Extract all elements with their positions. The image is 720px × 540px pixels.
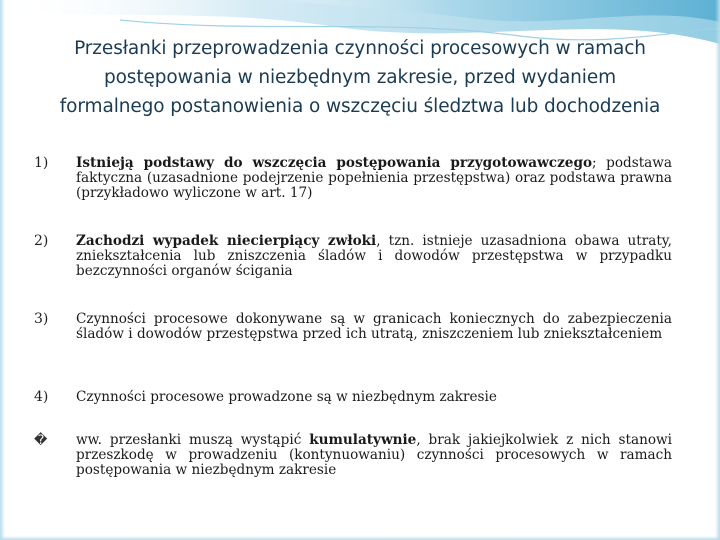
item-text: ; podstawa faktyczna (uzasadnione podejrzenie popełnienia przestępstwa) oraz podstawa prawna (przykładowo wyliczone w art. 17)	[76, 155, 672, 202]
item-text: , tzn. istnieje uzasadniona obawa utraty, zniekształcenia lub zniszczenia śladów i dowodów przestępstwa w przypadku bezczynności organów ścigania	[76, 233, 672, 280]
title-line: formalnego postanowienia o wszczęciu śledztwa lub dochodzenia	[59, 96, 661, 117]
item-text: , brak jakiejkolwiek z nich stanowi przeszkodę w prowadzeniu (kontynuowaniu) czynności procesowych w ramach postępowania w niezbędnym zakresie	[76, 432, 672, 479]
bottom-edge-shade	[0, 536, 720, 540]
item-text: Czynności procesowe dokonywane są w granicach koniecznych do zabezpieczenia śladów i dowodów przestępstwa przed ich utratą, zniszczeniem lub zniekształceniem	[76, 311, 672, 343]
slide-title	[20, 34, 700, 121]
list-item-text	[76, 433, 672, 479]
list-item-text	[76, 390, 672, 405]
bold-phrase: Zachodzi wypadek niecierpiący zwłoki	[76, 233, 377, 249]
list-item-text	[76, 156, 672, 202]
item-text-lead: ww. przesłanki muszą wystąpić	[76, 432, 310, 448]
title-line: Przesłanki przeprowadzenia czynności procesowych w ramach	[74, 38, 646, 59]
list-item-text	[76, 312, 672, 342]
list-number: 2)	[34, 233, 49, 249]
bold-phrase: kumulatywnie	[309, 432, 417, 448]
right-edge-shade	[715, 0, 720, 540]
bullet-marker: �	[34, 433, 48, 448]
title-line: postępowania w niezbędnym zakresie, przed wydaniem	[103, 67, 617, 88]
list-number: 3)	[34, 311, 49, 327]
list-number: 4)	[34, 389, 49, 405]
item-text: Czynności procesowe prowadzone są w niezbędnym zakresie	[76, 389, 497, 405]
left-edge-shade	[0, 0, 5, 540]
list-item-text	[76, 234, 672, 280]
list-number: 1)	[34, 155, 49, 171]
bold-phrase: Istnieją podstawy do wszczęcia postępowania przygotowawczego	[76, 155, 593, 171]
